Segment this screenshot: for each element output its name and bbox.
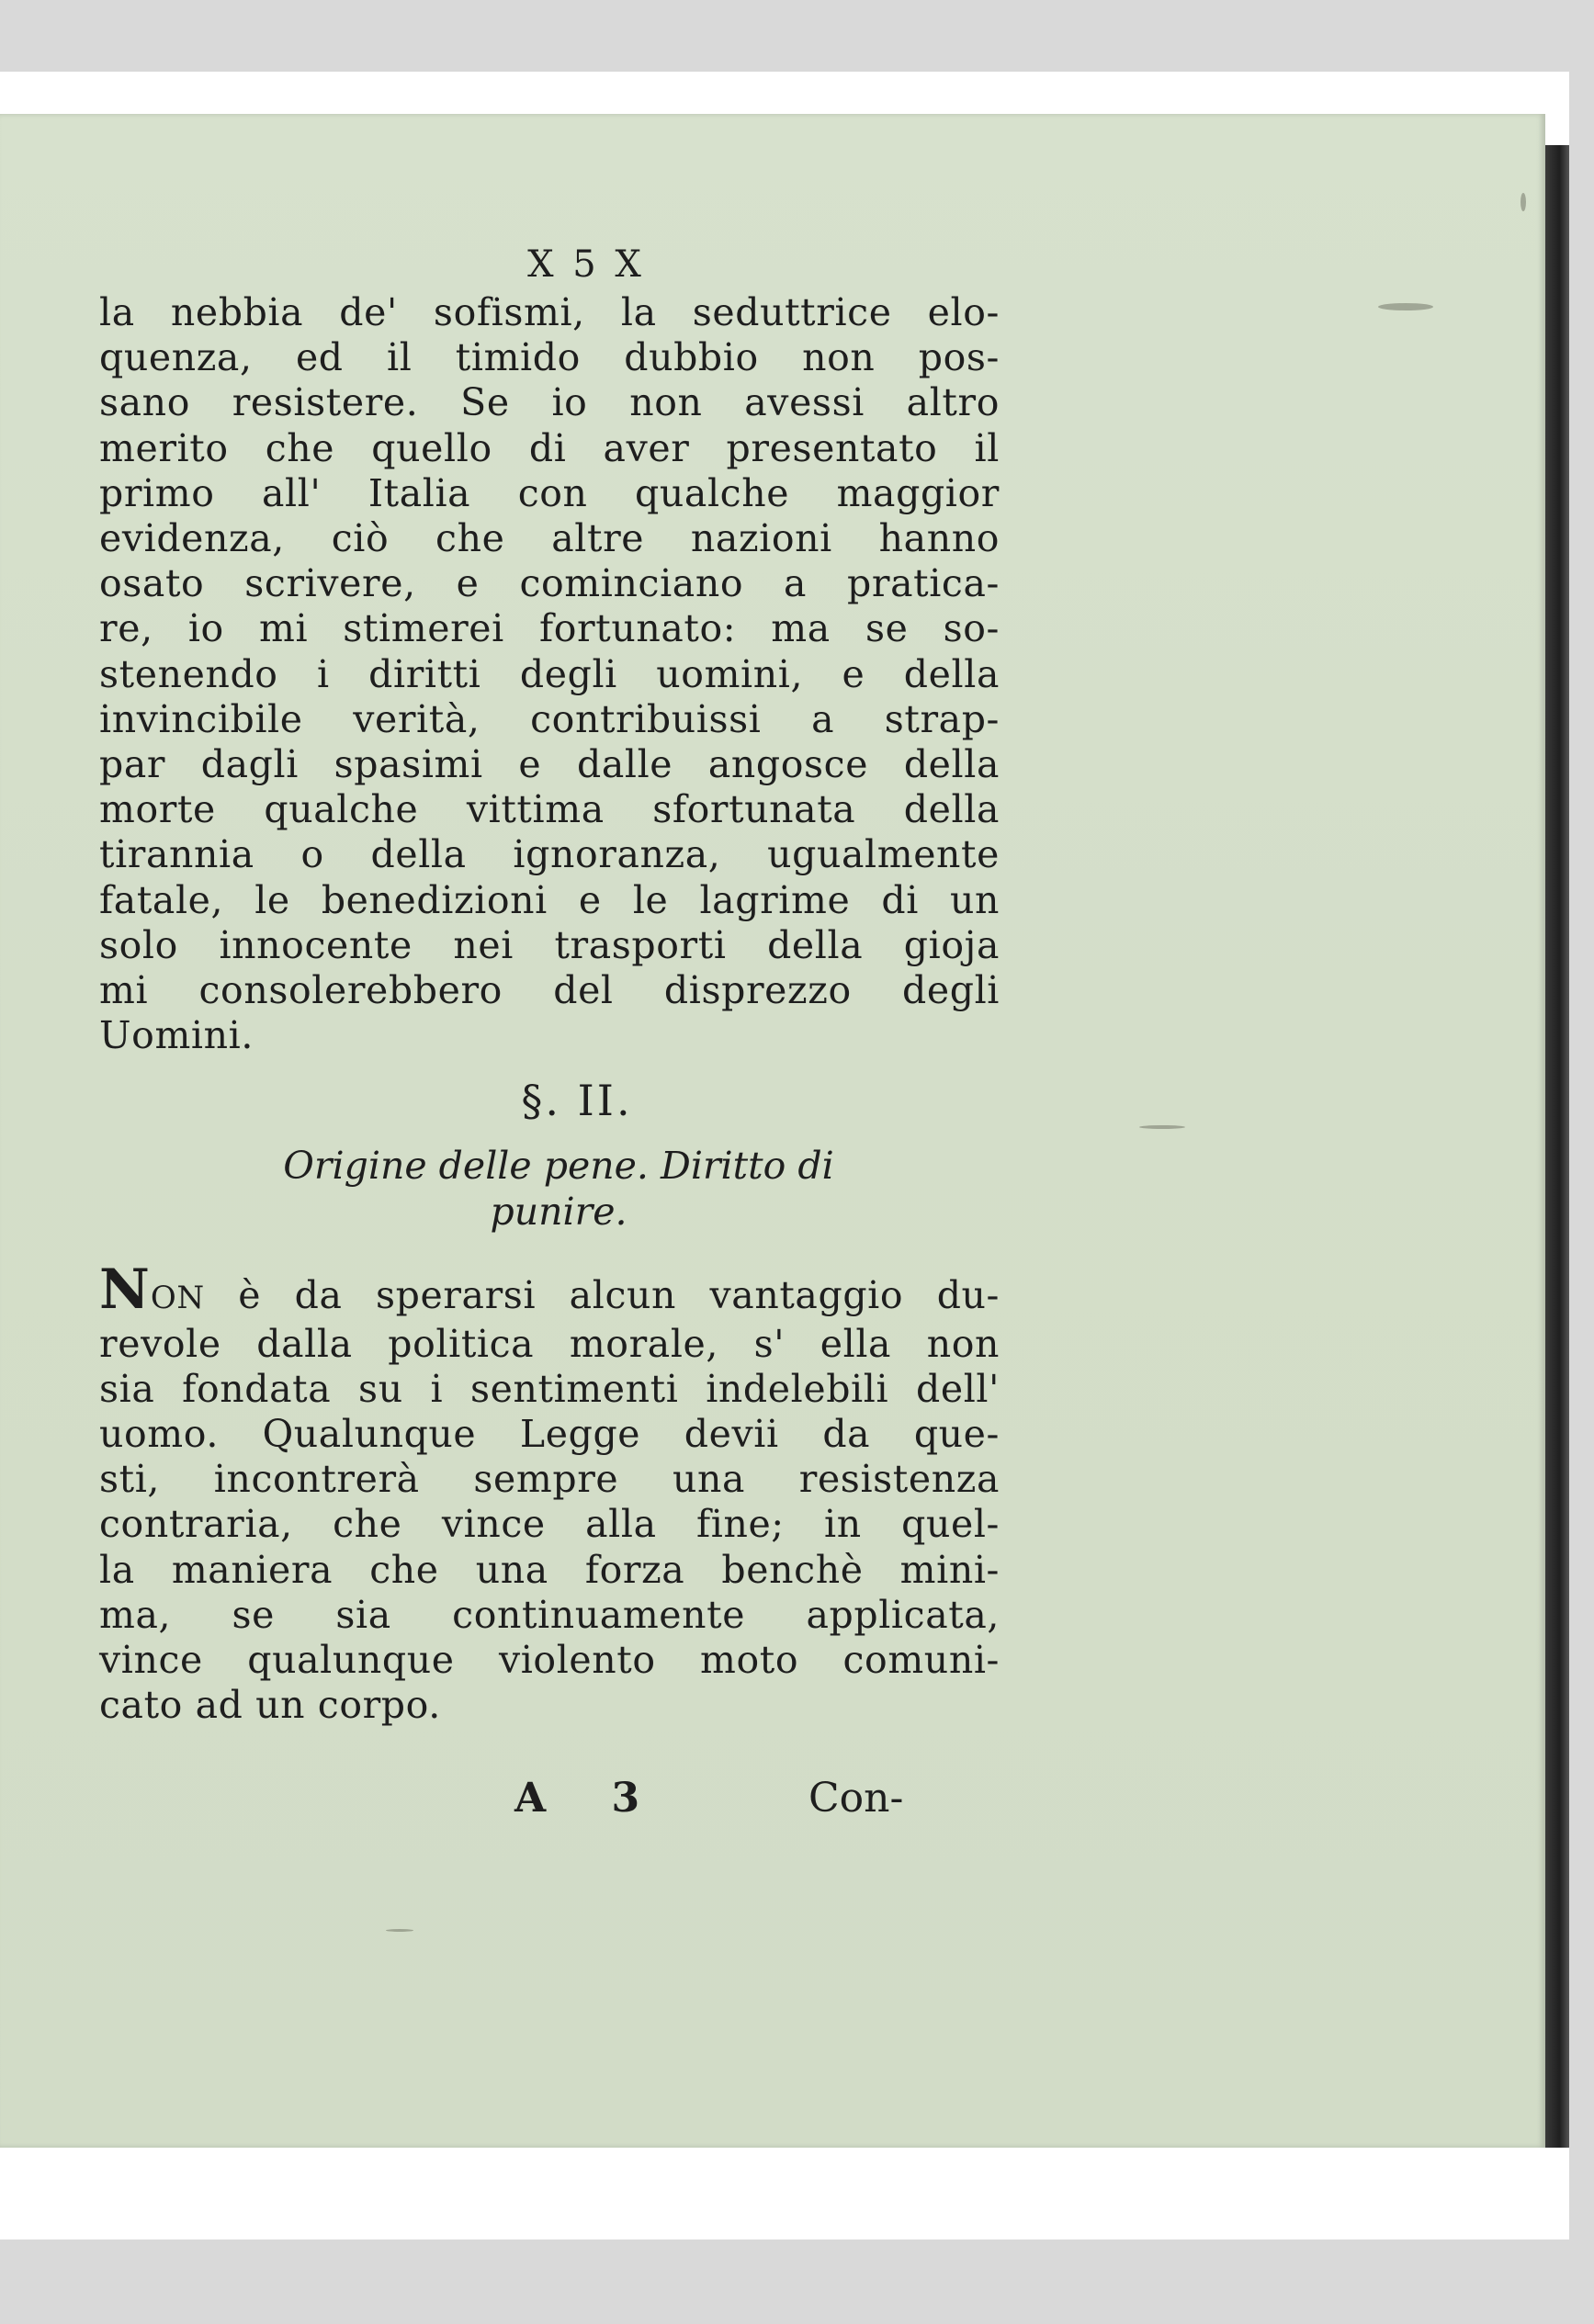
text-line: Uomini.	[99, 1013, 254, 1058]
text-line: mi consolerebbero del disprezzo degli	[99, 968, 1000, 1013]
running-head: X 5 X	[527, 243, 645, 286]
page-text	[99, 241, 1000, 1728]
text-line: contraria, che vince alla fine; in quel-	[99, 1502, 1000, 1547]
paper-speck	[1139, 1125, 1185, 1129]
text-line: invincibile verità, contribuissi a strap-	[99, 696, 1000, 741]
text-line: cato ad un corpo.	[99, 1683, 441, 1728]
paragraph-2	[99, 1258, 1000, 1728]
text-line: primo all' Italia con qualche maggior	[99, 470, 1000, 515]
text-line: la maniera che una forza benchè mini-	[99, 1547, 1000, 1592]
text-line: evidenza, ciò che altre nazioni hanno	[99, 516, 1000, 561]
text-line: sano resistere. Se io non avessi altro	[99, 380, 1000, 425]
section-title-line: Origine delle pene. Diritto di	[283, 1144, 834, 1189]
paragraph-1	[99, 290, 1000, 1058]
text-line: solo innocente nei trasporti della gioja	[99, 922, 1000, 967]
section-title	[118, 1143, 1000, 1235]
text-line: re, io mi stimerei fortunato: ma se so-	[99, 606, 1000, 651]
section-number: §. II.	[521, 1076, 633, 1126]
paper-speck	[1521, 193, 1526, 211]
text-line: par dagli spasimi e dalle angosce della	[99, 742, 1000, 787]
text-line: tirannia o della ignoranza, ugualmente	[99, 832, 1000, 877]
text-line: vince qualunque violento moto comuni-	[99, 1638, 1000, 1683]
text-line: stenendo i diritti degli uomini, e della	[99, 651, 1000, 696]
section-title-line: punire.	[490, 1190, 627, 1235]
text-line: morte qualche vittima sfortunata della	[99, 787, 1000, 832]
paper-speck	[1378, 303, 1433, 310]
text-line-first	[99, 1258, 1000, 1323]
text-line: merito che quello di aver presentato il	[99, 425, 1000, 470]
text-line: la nebbia de' sofismi, la seduttrice elo-	[99, 290, 1000, 334]
page-binding-edge	[1545, 145, 1569, 2148]
text-line: quenza, ed il timido dubbio non pos-	[99, 335, 1000, 380]
small-caps-text: ON	[150, 1280, 205, 1317]
text-line: ma, se sia continuamente applicata,	[99, 1592, 1000, 1637]
signature-mark: A 3	[514, 1775, 666, 1822]
paper-speck	[386, 1929, 413, 1932]
text-line: osato scrivere, e cominciano a pratica-	[99, 561, 1000, 606]
drop-cap: N	[99, 1258, 151, 1323]
text-line: revole dalla politica morale, s' ella non	[99, 1321, 1000, 1366]
catchword: Con-	[808, 1775, 904, 1822]
text-line: uomo. Qualunque Legge devii da que-	[99, 1412, 1000, 1457]
page-footer	[514, 1775, 937, 1830]
first-line-rest: è da sperarsi alcun vantaggio du-	[204, 1273, 1000, 1318]
text-line: fatale, le benedizioni e le lagrime di un	[99, 877, 1000, 922]
text-line: sti, incontrerà sempre una resistenza	[99, 1457, 1000, 1502]
text-line: sia fondata su i sentimenti indelebili dell'	[99, 1366, 1000, 1411]
